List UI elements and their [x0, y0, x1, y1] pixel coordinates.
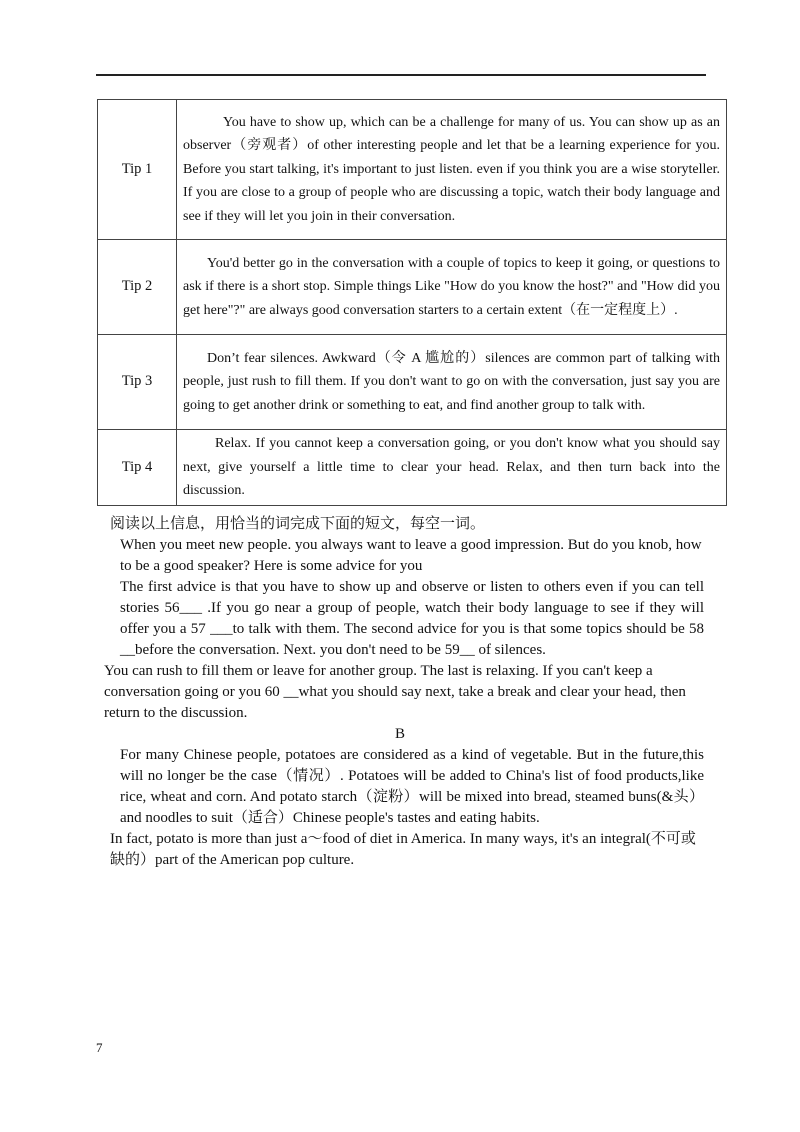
tip-text	[177, 430, 727, 506]
tip-text	[177, 100, 727, 240]
tip-1-text: You have to show up, which can be a challenge for many of us. You can show up as an observer（旁观者）of other interesting people and let that be a learning experience for you. Before you start talking, it's important to just listen. even if you think you are a wise storyteller. If you are close to a group of people who are discussing a topic, watch their body language and see if they will let you join in their conversation.	[183, 114, 720, 224]
passage-a-paragraph: The first advice is that you have to show up and observe or listen to others even if you can tell stories 56___ .If you go near a group of people, watch their body language to see if they will offer you a 57 ___to talk with them. The second advice for you is that some topics should be 58 __before the conversation. Next. you don't need to be 59__ of silences.	[120, 579, 704, 658]
tip-text	[177, 335, 727, 430]
passage-body	[96, 514, 704, 871]
tip-label: Tip 4	[98, 430, 177, 506]
section-heading: B	[394, 726, 405, 742]
tip-text	[177, 240, 727, 335]
tip-3-text: Don’t fear silences. Awkward（令 A 尴尬的）silences are common part of talking with people, just rush to fill them. If you don't want to go on with the conversation, just say you are going to get another drink or something to eat, and find another group to talk with.	[183, 350, 720, 413]
header-rule	[96, 74, 706, 76]
table-row	[98, 100, 727, 240]
table-row	[98, 430, 727, 506]
tip-label: Tip 1	[98, 100, 177, 240]
tip-label: Tip 3	[98, 335, 177, 430]
passage-a-paragraph: You can rush to fill them or leave for another group. The last is relaxing. If you can't keep a conversation going or you 60 __what you should say next, take a break and clear your head, then return to the discussion.	[104, 663, 686, 721]
tip-4-text: Relax. If you cannot keep a conversation going, or you don't know what you should say next, give yourself a little time to clear your head. Relax, and then turn back into the discussion.	[183, 436, 720, 498]
page-number: 7	[96, 1040, 103, 1055]
passage-b-paragraph: For many Chinese people, potatoes are considered as a kind of vegetable. But in the future,this will no longer be the case（情况）. Potatoes will be added to China's list of food products,like rice, wheat and corn. And potato starch（淀粉）will be mixed into bread, steamed buns(&头）and noodles to suit（适合）Chinese people's tastes and eating habits.	[120, 747, 704, 826]
tips-table	[97, 99, 727, 506]
tip-label: Tip 2	[98, 240, 177, 335]
passage-b-paragraph: In fact, potato is more than just a～food of diet in America. In many ways, it's an integral(不可或缺的）part of the American pop culture.	[110, 831, 696, 868]
tip-2-text: You'd better go in the conversation with a couple of topics to keep it going, or questions to ask if there is a short stop. Simple things Like "How do you know the host?" and "How did you get here"?" are always good conversation starters to a certain extent（在一定程度上）.	[183, 255, 720, 318]
table-row	[98, 240, 727, 335]
passage-a-paragraph: When you meet new people. you always want to leave a good impression. But do you knob, how to be a good speaker? Here is some advice for you	[120, 537, 702, 574]
instruction: 阅读以上信息，用恰当的词完成下面的短文，每空一词。	[110, 516, 486, 532]
table-row	[98, 335, 727, 430]
